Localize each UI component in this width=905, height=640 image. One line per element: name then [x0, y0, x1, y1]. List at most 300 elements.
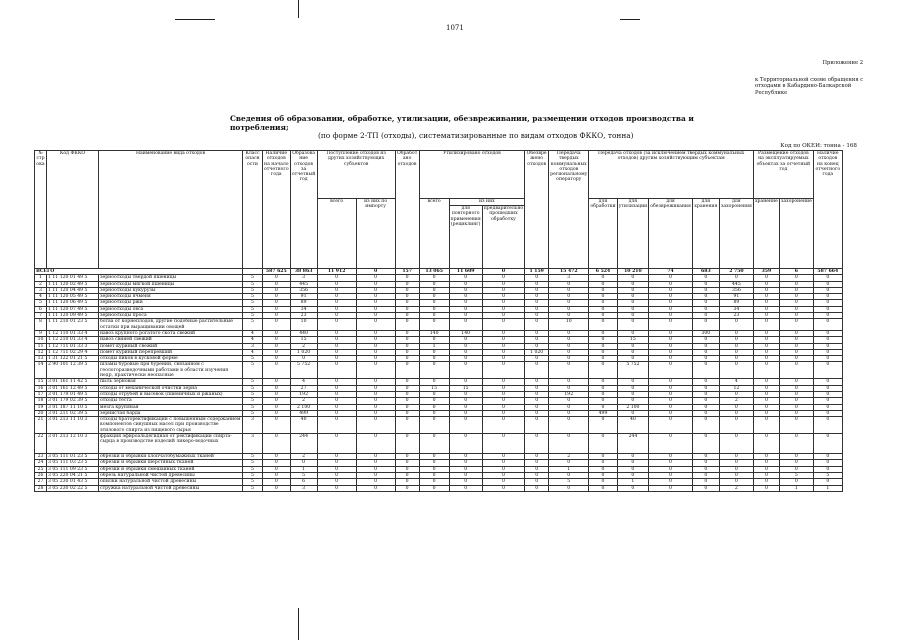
row-value: 0 [525, 466, 549, 472]
row-value: 0 [549, 460, 589, 466]
row-value: 0 [589, 434, 617, 454]
row-value: 0 [753, 294, 779, 300]
col-received: Поступление отходов из других хозяйствующих субъектов [317, 151, 395, 199]
row-value: 0 [649, 385, 693, 391]
row-class: 5 [243, 287, 263, 293]
total-value: 359 [753, 269, 779, 275]
row-value: 0 [395, 313, 419, 319]
row-value: 0 [263, 410, 291, 416]
row-value: 0 [356, 454, 395, 460]
row-value: 0 [753, 404, 779, 410]
row-value: 0 [692, 294, 719, 300]
row-name: отходы теста [99, 398, 243, 404]
row-value: 0 [813, 319, 842, 331]
row-value: 1 [549, 466, 589, 472]
row-value: 1 020 [525, 349, 549, 355]
row-name: пыль зерновая [99, 379, 243, 385]
row-code: 1 11 120 01 49 5 [47, 275, 99, 281]
row-value: 0 [263, 349, 291, 355]
row-value: 0 [449, 434, 482, 454]
row-value: 0 [525, 391, 549, 397]
row-value: 0 [692, 472, 719, 478]
row-value: 0 [395, 349, 419, 355]
row-value: 0 [482, 294, 524, 300]
row-value: 0 [482, 472, 524, 478]
row-code: 1 12 711 02 29 4 [47, 349, 99, 355]
row-value: 0 [449, 466, 482, 472]
row-value: 0 [356, 479, 395, 485]
row-value: 0 [525, 362, 549, 379]
row-value: 40 [290, 417, 317, 434]
row-value: 0 [419, 300, 449, 306]
row-value: 0 [482, 385, 524, 391]
col-tr-bury: для захоронения [719, 199, 753, 269]
row-value: 0 [395, 479, 419, 485]
row-class: 5 [243, 275, 263, 281]
row-value: 0 [719, 404, 753, 410]
row-class: 3 [243, 417, 263, 434]
row-value: 0 [753, 287, 779, 293]
row-value: 0 [317, 313, 356, 319]
row-value: 0 [753, 479, 779, 485]
row-value: 0 [753, 379, 779, 385]
row-value: 0 [525, 337, 549, 343]
row-value: 0 [813, 466, 842, 472]
row-value: 0 [549, 356, 589, 362]
row-value: 0 [589, 454, 617, 460]
row-number: 1 [35, 275, 47, 281]
row-class: 3 [243, 343, 263, 349]
row-value: 0 [753, 454, 779, 460]
row-value: 140 [419, 330, 449, 336]
row-value: 0 [449, 454, 482, 460]
row-class: 4 [243, 337, 263, 343]
row-value: 0 [719, 330, 753, 336]
table-row [35, 417, 843, 434]
row-value: 0 [589, 313, 617, 319]
row-value: 0 [549, 330, 589, 336]
row-value: 0 [449, 398, 482, 404]
row-value: 0 [589, 275, 617, 281]
row-number: 17 [35, 391, 47, 397]
row-value: 0 [317, 337, 356, 343]
row-value: 0 [753, 466, 779, 472]
row-value: 0 [263, 398, 291, 404]
row-name: навоз крупного рогатого скота свежий [99, 330, 243, 336]
row-value: 445 [290, 281, 317, 287]
col-transfer-other: Передача отходов (за исключением твердых коммунальных отходов) другим хозяйствующим субъектам [589, 151, 754, 199]
row-value: 0 [263, 319, 291, 331]
row-value: 0 [317, 349, 356, 355]
row-value: 0 [549, 417, 589, 434]
row-value: 0 [290, 460, 317, 466]
row-number: 14 [35, 362, 47, 379]
row-value: 0 [589, 485, 617, 491]
scan-line [620, 19, 640, 20]
row-value: 0 [482, 454, 524, 460]
row-value: 0 [419, 479, 449, 485]
row-value: 0 [649, 275, 693, 281]
row-value: 0 [692, 356, 719, 362]
row-value: 0 [419, 294, 449, 300]
row-value: 0 [419, 417, 449, 434]
row-value: 1 020 [290, 349, 317, 355]
row-value: 0 [482, 362, 524, 379]
row-value: 91 [290, 294, 317, 300]
row-value: 0 [419, 362, 449, 379]
col-tr-util: для утилизации [617, 199, 649, 269]
row-value: 34 [719, 306, 753, 312]
row-value: 0 [649, 362, 693, 379]
row-value: 0 [356, 404, 395, 410]
row-name: зерноотходы мягкой пшеницы [99, 281, 243, 287]
col-util-all: всего [419, 199, 449, 269]
table-row [35, 434, 843, 454]
col-tr-proc: для обработки [589, 199, 617, 269]
row-value: 0 [356, 391, 395, 397]
row-value: 0 [753, 385, 779, 391]
row-value: 0 [419, 466, 449, 472]
row-number: 11 [35, 343, 47, 349]
row-number: 3 [35, 287, 47, 293]
row-class: 5 [243, 306, 263, 312]
row-value: 0 [317, 385, 356, 391]
row-value: 0 [419, 275, 449, 281]
row-value: 0 [719, 337, 753, 343]
row-value: 0 [589, 398, 617, 404]
row-value: 89 [290, 300, 317, 306]
document-title [230, 115, 700, 141]
row-value: 0 [779, 479, 813, 485]
row-value: 0 [482, 337, 524, 343]
row-value: 0 [649, 472, 693, 478]
row-class: 5 [243, 300, 263, 306]
row-class: 5 [243, 294, 263, 300]
row-value: 0 [549, 362, 589, 379]
row-value: 0 [779, 343, 813, 349]
row-value: 0 [419, 472, 449, 478]
row-number: 9 [35, 330, 47, 336]
row-value: 0 [395, 275, 419, 281]
row-value: 0 [692, 404, 719, 410]
row-value: 0 [779, 454, 813, 460]
row-value: 0 [779, 460, 813, 466]
row-value: 0 [649, 300, 693, 306]
row-value: 0 [419, 349, 449, 355]
row-value: 4 [719, 379, 753, 385]
row-class: 5 [243, 313, 263, 319]
row-value: 0 [589, 460, 617, 466]
row-value: 0 [317, 454, 356, 460]
row-value: 5 [290, 472, 317, 478]
total-value: 38 863 [290, 269, 317, 275]
row-value: 0 [753, 485, 779, 491]
row-value: 0 [356, 410, 395, 416]
row-number: 22 [35, 434, 47, 454]
col-processed: Обработ ано отходов [395, 151, 419, 269]
row-value: 0 [525, 434, 549, 454]
row-value: 0 [263, 287, 291, 293]
row-value: 0 [549, 300, 589, 306]
row-value: 0 [395, 281, 419, 287]
row-value: 192 [549, 391, 589, 397]
row-name: обрезки и обрывки хлопчатобумажных тканей [99, 454, 243, 460]
row-value: 0 [753, 319, 779, 331]
row-value: 244 [617, 434, 649, 454]
row-value: 0 [813, 337, 842, 343]
row-value: 0 [317, 472, 356, 478]
row-value: 0 [753, 434, 779, 454]
row-code: 3 05 111 09 23 5 [47, 466, 99, 472]
row-value: 0 [549, 313, 589, 319]
row-name: отходы отрубей и высевок (пшеничных и ржаных) [99, 391, 243, 397]
row-value: 0 [525, 281, 549, 287]
col-placement: Размещение отходов на эксплуатируемых объектах за отчетный год [753, 151, 813, 199]
row-value: 91 [719, 294, 753, 300]
row-name: зернистая барда [99, 410, 243, 416]
row-value: 15 [617, 337, 649, 343]
row-value: 2 100 [617, 404, 649, 410]
row-value: 0 [482, 306, 524, 312]
row-value: 3 [290, 275, 317, 281]
row-value: 0 [395, 417, 419, 434]
row-value: 0 [753, 410, 779, 416]
row-value: 0 [317, 391, 356, 397]
row-value: 0 [649, 313, 693, 319]
row-value: 0 [589, 306, 617, 312]
row-value: 0 [617, 319, 649, 331]
row-value: 1 [617, 479, 649, 485]
row-value: 0 [753, 281, 779, 287]
row-class: 5 [243, 410, 263, 416]
row-value: 0 [549, 472, 589, 478]
row-code: 3 01 179 01 49 5 [47, 391, 99, 397]
row-value: 0 [589, 294, 617, 300]
row-value: 0 [356, 306, 395, 312]
row-value: 0 [813, 281, 842, 287]
row-value: 0 [692, 454, 719, 460]
row-value: 0 [753, 275, 779, 281]
row-name: обрезь натуральной чистой древесины [99, 472, 243, 478]
row-value: 0 [395, 454, 419, 460]
row-value: 0 [317, 287, 356, 293]
row-value: 0 [813, 460, 842, 466]
row-value: 0 [263, 337, 291, 343]
row-value: 0 [263, 391, 291, 397]
row-class: 3 [243, 434, 263, 454]
row-value: 0 [356, 434, 395, 454]
row-value: 0 [779, 330, 813, 336]
col-utilized: Утилизировано отходов [419, 151, 525, 199]
row-value: 0 [263, 362, 291, 379]
row-class: 5 [243, 391, 263, 397]
row-code: 1 11 120 09 49 5 [47, 313, 99, 319]
row-value: 0 [482, 479, 524, 485]
okei-code: Код по ОКЕИ: тонна - 168 [780, 143, 857, 149]
row-value: 0 [356, 343, 395, 349]
row-value: 0 [525, 287, 549, 293]
row-value: 0 [395, 343, 419, 349]
row-value: 0 [813, 454, 842, 460]
row-value: 0 [263, 313, 291, 319]
row-value: 0 [779, 434, 813, 454]
row-value: 0 [356, 472, 395, 478]
col-tr-store: для хранения [692, 199, 719, 269]
row-value: 0 [419, 404, 449, 410]
total-value: 6 [779, 269, 813, 275]
row-value: 0 [692, 460, 719, 466]
row-number: 25 [35, 466, 47, 472]
row-value: 0 [719, 479, 753, 485]
row-value: 0 [482, 343, 524, 349]
col-rec-import: из них по импорту [356, 199, 395, 269]
row-value: 0 [482, 287, 524, 293]
row-value: 0 [356, 330, 395, 336]
row-value: 0 [525, 379, 549, 385]
row-code: 3 01 187 11 10 5 [47, 404, 99, 410]
row-value: 0 [779, 287, 813, 293]
row-value: 0 [549, 337, 589, 343]
row-value: 23 [719, 313, 753, 319]
row-value: 0 [589, 404, 617, 410]
row-value: 0 [753, 300, 779, 306]
row-value: 0 [356, 362, 395, 379]
col-util-pre: предварительно прошедших обработку [482, 206, 524, 269]
row-value: 0 [317, 379, 356, 385]
row-value: 0 [589, 479, 617, 485]
row-value: 0 [779, 417, 813, 434]
total-value: 683 [692, 269, 719, 275]
row-value: 0 [263, 379, 291, 385]
row-value: 0 [263, 275, 291, 281]
row-value: 0 [449, 410, 482, 416]
col-util-reuse: для повторного применения (рециклинг) [449, 206, 482, 269]
row-value: 0 [692, 485, 719, 491]
row-value: 0 [449, 460, 482, 466]
row-value: 0 [719, 349, 753, 355]
row-value: 0 [525, 330, 549, 336]
row-value: 0 [449, 349, 482, 355]
waste-table [34, 150, 843, 492]
row-name: зерноотходы проса [99, 313, 243, 319]
row-name: зерноотходы кукурузы [99, 287, 243, 293]
row-value: 0 [317, 319, 356, 331]
row-class: 5 [243, 479, 263, 485]
row-value: 0 [649, 466, 693, 472]
row-value: 0 [356, 287, 395, 293]
row-value: 0 [449, 343, 482, 349]
table-row [35, 362, 843, 379]
row-value: 0 [549, 287, 589, 293]
row-value: 0 [449, 294, 482, 300]
row-value: 0 [649, 379, 693, 385]
row-value: 0 [692, 300, 719, 306]
row-value: 0 [549, 349, 589, 355]
row-value: 0 [692, 391, 719, 397]
row-value: 0 [449, 319, 482, 331]
row-value: 0 [589, 300, 617, 306]
row-value: 0 [549, 485, 589, 491]
row-value: 0 [317, 410, 356, 416]
row-value: 0 [649, 460, 693, 466]
row-code: 1 11 120 07 49 5 [47, 306, 99, 312]
row-value: 0 [317, 281, 356, 287]
row-value: 499 [589, 410, 617, 416]
row-value: 0 [549, 294, 589, 300]
row-number: 27 [35, 479, 47, 485]
row-value: 0 [649, 454, 693, 460]
row-value: 0 [813, 379, 842, 385]
row-value: 0 [449, 379, 482, 385]
row-value: 0 [356, 485, 395, 491]
row-value: 0 [617, 460, 649, 466]
row-value: 40 [617, 417, 649, 434]
table-row [35, 485, 843, 491]
row-value: 0 [589, 281, 617, 287]
row-value: 34 [290, 306, 317, 312]
row-number: 21 [35, 417, 47, 434]
row-value: 0 [692, 337, 719, 343]
row-value: 0 [649, 349, 693, 355]
row-value: 0 [779, 362, 813, 379]
row-code: 3 05 230 01 43 5 [47, 479, 99, 485]
row-value: 0 [719, 410, 753, 416]
total-value: 587 625 [263, 269, 291, 275]
row-value: 0 [449, 404, 482, 410]
row-value: 0 [617, 485, 649, 491]
row-value: 0 [317, 356, 356, 362]
row-value: 0 [617, 454, 649, 460]
row-value: 0 [549, 410, 589, 416]
row-value: 0 [779, 385, 813, 391]
row-value: 5 752 [617, 362, 649, 379]
row-value: 0 [419, 434, 449, 454]
row-value: 0 [617, 300, 649, 306]
row-value: 1 [419, 343, 449, 349]
total-value: 13 065 [419, 269, 449, 275]
row-value: 0 [263, 343, 291, 349]
row-value: 0 [719, 356, 753, 362]
row-value: 300 [692, 330, 719, 336]
row-value: 0 [317, 275, 356, 281]
row-value: 0 [649, 391, 693, 397]
row-number: 2 [35, 281, 47, 287]
row-value: 0 [649, 281, 693, 287]
row-value: 1 [290, 466, 317, 472]
row-name: обрезки и обрывки смешанных тканей [99, 466, 243, 472]
row-value: 0 [482, 313, 524, 319]
row-number: 18 [35, 398, 47, 404]
row-value: 0 [813, 479, 842, 485]
row-value: 0 [617, 349, 649, 355]
row-value: 0 [753, 356, 779, 362]
row-value: 0 [589, 337, 617, 343]
row-value: 0 [263, 404, 291, 410]
row-name: фракция эфироальдегидная от ректификации спирта-сырца в производстве изделий ликеро-водочных [99, 434, 243, 454]
appendix-number: Приложение 2 [822, 60, 863, 66]
row-value: 0 [649, 294, 693, 300]
row-name: навоз свиней свежий [99, 337, 243, 343]
row-value: 0 [549, 404, 589, 410]
row-value: 0 [549, 343, 589, 349]
row-value: 0 [449, 479, 482, 485]
row-value: 0 [649, 356, 693, 362]
row-value: 2 [290, 398, 317, 404]
row-value: 0 [753, 472, 779, 478]
row-value: 0 [356, 300, 395, 306]
row-value: 0 [617, 330, 649, 336]
row-number: 15 [35, 379, 47, 385]
